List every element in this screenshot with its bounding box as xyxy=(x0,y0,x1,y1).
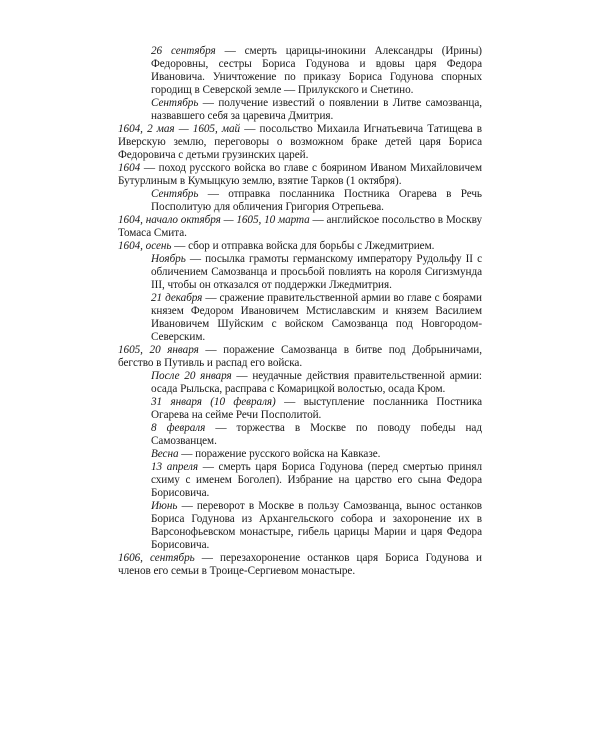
entry-date: 13 апреля xyxy=(151,461,199,473)
chronology-entry xyxy=(118,162,482,188)
entry-text: — отправка посланника Постника Огарева в Речь Посполитую для обличения Григория Отрепьева. xyxy=(151,188,482,213)
chronology-entry xyxy=(118,500,482,552)
chronology-entry xyxy=(118,188,482,214)
entry-text: — посольство Михаила Игнатьевича Татищева в Иверскую землю, переговоры о возможном браке детей царя Бориса Федоровича с детьми грузинских царей. xyxy=(118,123,482,161)
entry-date: Июнь xyxy=(151,500,178,512)
entry-date: Весна xyxy=(151,448,179,460)
entry-date: Сентябрь xyxy=(151,97,199,109)
chronology-entry xyxy=(118,344,482,370)
chronology-entry xyxy=(118,97,482,123)
entry-date: 1604, 2 мая — 1605, май xyxy=(118,123,241,135)
entry-text: — поход русского войска во главе с боярином Иваном Михайловичем Бутурлиным в Кумыцкую землю, взятие Тарков (1 октября). xyxy=(118,162,482,187)
entry-text: — сбор и отправка войска для борьбы с Лжедмитрием. xyxy=(171,240,435,252)
entry-text: — поражение русского войска на Кавказе. xyxy=(178,448,381,460)
chronology-entry xyxy=(118,448,482,461)
chronology-entry xyxy=(118,123,482,162)
chronology-entry xyxy=(118,45,482,97)
chronology-entry xyxy=(118,370,482,396)
entry-date: После 20 января xyxy=(151,370,232,382)
entry-date: 8 февраля xyxy=(151,422,206,434)
chronology-entry xyxy=(118,396,482,422)
chronology-entry xyxy=(118,292,482,344)
entry-date: Сентябрь xyxy=(151,188,199,200)
entry-date: 1606, сентябрь xyxy=(118,552,195,564)
entry-date: 1604, начало октября — 1605, 10 марта xyxy=(118,214,310,226)
entry-text: — торжества в Москве по поводу победы над Самозванцем. xyxy=(151,422,482,447)
entry-text: — выступление посланника Постника Огарева на сейме Речи Посполитой. xyxy=(151,396,482,421)
entry-text: — получение известий о появлении в Литве самозванца, назвавшего себя за царевича Дмитрия. xyxy=(151,97,482,122)
entry-text: — посылка грамоты германскому императору Рудольфу II с обличением Самозванца и просьбой повлиять на короля Сигизмунда III, чтобы он отказался от поддержки Лжедмитрия. xyxy=(151,253,482,291)
entry-date: 26 сентября xyxy=(151,45,216,57)
chronology-entry xyxy=(118,422,482,448)
entry-text: — смерть царицы-инокини Александры (Ирины) Федоровны, сестры Бориса Годунова и вдовы царя Федора Ивановича. Уничтожение по приказу Бориса Годунова спорных городищ в Северской земле — Прилукского и Снетино. xyxy=(151,45,482,96)
chronology-page xyxy=(118,45,482,578)
entry-date: 1604 xyxy=(118,162,141,174)
chronology-entry xyxy=(118,240,482,253)
entry-text: — перезахоронение останков царя Бориса Годунова и членов его семьи в Троице-Сергиевом монастыре. xyxy=(118,552,482,577)
entry-date: 1605, 20 января xyxy=(118,344,199,356)
entry-text: — английское посольство в Москву Томаса Смита. xyxy=(118,214,482,239)
entry-date: Ноябрь xyxy=(151,253,186,265)
entry-text: — сражение правительственной армии во главе с боярами князем Федором Ивановичем Мстиславским и князем Василием Ивановичем Шуйским с войском Самозванца под Новгородом-Северским. xyxy=(151,292,482,343)
entry-text: — неудачные действия правительственной армии: осада Рыльска, расправа с Комарицкой волостью, осада Кром. xyxy=(151,370,482,395)
entry-date: 1604, осень xyxy=(118,240,172,252)
entry-date: 21 декабря xyxy=(151,292,203,304)
chronology-entry xyxy=(118,461,482,500)
chronology-entry xyxy=(118,552,482,578)
entry-date: 31 января (10 февраля) xyxy=(151,396,276,408)
entry-text: — переворот в Москве в пользу Самозванца, вынос останков Бориса Годунова из Архангельского собора и захоронение их в Варсонофьевском монастыре, гибель царицы Марии и царя Федора Борисовича. xyxy=(151,500,482,551)
entry-text: — смерть царя Бориса Годунова (перед смертью принял схиму с именем Боголеп). Избрание на царство его сына Федора Борисовича. xyxy=(151,461,482,499)
chronology-entry xyxy=(118,253,482,292)
entry-text: — поражение Самозванца в битве под Добрыничами, бегство в Путивль и распад его войска. xyxy=(118,344,482,369)
chronology-entry xyxy=(118,214,482,240)
